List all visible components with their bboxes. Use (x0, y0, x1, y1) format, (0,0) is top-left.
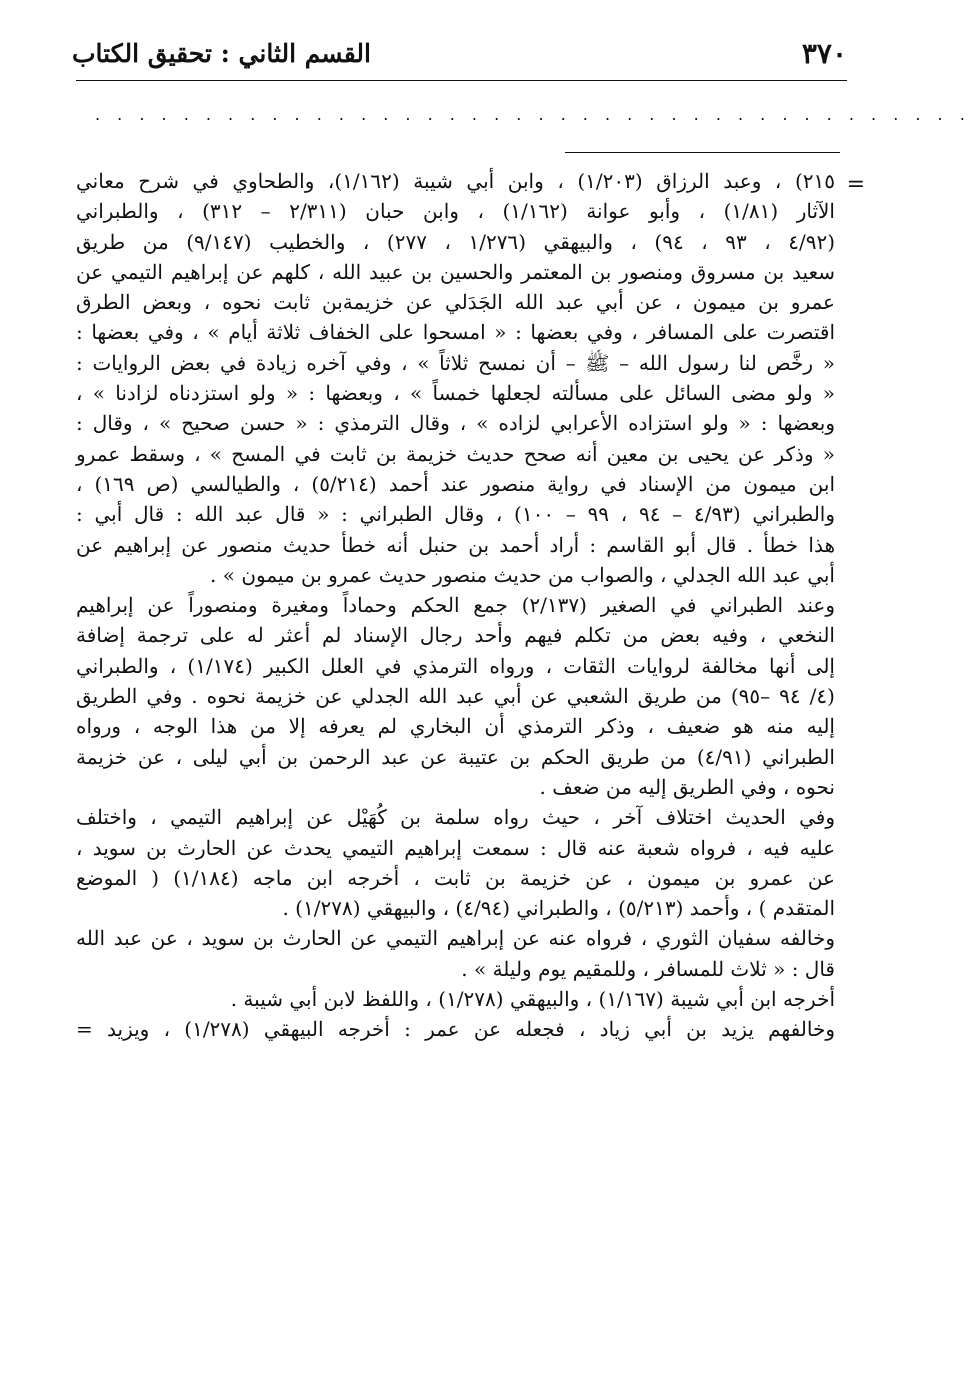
text-line: ٢١٥) ، وعبد الرزاق (١/٢٠٣) ، وابن أبي شيبة (١/١٦٢)، والطحاوي في شرح معاني (76, 169, 835, 193)
text-line: ابن ميمون من الإسناد في رواية منصور عند أحمد (٥/٢١٤) ، والطيالسي (ص ١٦٩) ، (76, 471, 835, 496)
text-line: وخالفه سفيان الثوري ، فرواه عنه عن إبراهيم التيمي عن الحارث بن سويد ، عن عبد الله (76, 926, 835, 951)
running-title: القسم الثاني : تحقيق الكتاب (72, 38, 371, 68)
text-line: سعيد بن مسروق ومنصور بن المعتمر والحسين بن عبيد الله ، كلهم عن إبراهيم التيمي عن (76, 259, 835, 284)
text-line: إلى أنها مخالفة لروايات الثقات ، ورواه الترمذي في العلل الكبير (١/١٧٤) ، والطبراني (76, 653, 835, 678)
page-header (72, 30, 847, 76)
text-line: (٤/٩٢ ، ٩٣ ، ٩٤) ، والبيهقي (١/٢٧٦ ، ٢٧٧) ، والخطيب (٩/١٤٧) من طريق (76, 229, 836, 254)
page-number: ٣٧٠ (801, 36, 847, 70)
text-line: اقتصرت على المسافر ، وفي بعضها : « امسحوا على الخفاف ثلاثة أيام » ، وفي بعضها : (76, 320, 835, 345)
text-line: « ولو مضى السائل على مسألته لجعلها خمساً » ، وبعضها : « ولو استزدناه لزادنا » ، (76, 381, 835, 406)
footnote-rule (565, 152, 840, 153)
text-line: أبي عبد الله الجدلي ، والصواب من حديث منصور حديث عمرو بن ميمون » . (210, 562, 835, 587)
text-line: إليه منه هو ضعيف ، وذكر الترمذي أن البخاري لم يعرفه إلا من هذا الوجه ، ورواه (76, 714, 835, 739)
continuation-mark: = (846, 172, 865, 197)
header-rule (76, 80, 847, 81)
text-line: نحوه ، وفي الطريق إليه من ضعف . (539, 774, 835, 799)
text-line: وعند الطبراني في الصغير (٢/١٣٧) جمع الحكم وحماداً ومغيرة ومنصوراً عن إبراهيم (76, 593, 835, 618)
text-line: عمرو بن ميمون ، عن أبي عبد الله الجَدَلي عن خزيمةبن ثابت نحوه ، وبعض الطرق (76, 290, 835, 315)
text-line: قال : « ثلاث للمسافر ، وللمقيم يوم وليلة » . (461, 956, 835, 981)
text-line: وفي الحديث اختلاف آخر ، حيث رواه سلمة بن كُهَيْل عن إبراهيم التيمي ، واختلف (76, 805, 835, 830)
text-line: أخرجه ابن أبي شيبة (١/١٦٧) ، والبيهقي (١/٢٧٨) ، واللفظ لابن أبي شيبة . (230, 987, 835, 1012)
text-line: عليه فيه ، فرواه شعبة عنه قال : سمعت إبراهيم التيمي يحدث عن الحارث بن سويد ، (76, 835, 835, 860)
text-line: الآثار (١/٨١) ، وأبو عوانة (١/١٦٢) ، وابن حبان (٢/٣١١ – ٣١٢) ، والطبراني (76, 199, 835, 224)
footnote-text (76, 166, 835, 1246)
text-line: (٤/ ٩٤ –٩٥) من طريق الشعبي عن أبي عبد الله الجدلي عن خزيمة نحوه . وفي الطريق (76, 684, 835, 709)
text-line: وبعضها : « ولو استزاده الأعرابي لزاده » ، وقال الترمذي : « حسن صحيح » ، وقال : (76, 411, 835, 436)
text-line: هذا خطأ . قال أبو القاسم : أراد أحمد بن حنبل أنه خطأ حديث منصور عن إبراهيم عن (76, 532, 835, 557)
text-line: « رخَّص لنا رسول الله – ﷺ – أن نمسح ثلاثاً » ، وفي آخره زيادة في بعض الروايات : (76, 350, 835, 375)
text-line: الطبراني (٤/٩١) من طريق الحكم بن عتيبة عن عبد الرحمن بن أبي ليلى ، عن خزيمة (76, 744, 835, 769)
text-line: المتقدم ) ، وأحمد (٥/٢١٣) ، والطبراني (٤/٩٤) ، والبيهقي (١/٢٧٨) . (282, 896, 835, 921)
separator-dots: . . . . . . . . . . . . . . . . . . . . . . . . . . . . . . . . . . . . . . . . (95, 105, 971, 124)
text-line: وخالفهم يزيد بن أبي زياد ، فجعله عن عمر : أخرجه البيهقي (١/٢٧٨) ، ويزيد = (76, 1017, 835, 1042)
text-line: « وذكر عن يحيى بن معين أنه صحح حديث خزيمة بن ثابت في المسح » ، وسقط عمرو (76, 441, 835, 466)
text-line: عن عمرو بن ميمون ، عن خزيمة بن ثابت ، أخرجه ابن ماجه (١/١٨٤) ( الموضع (76, 865, 835, 890)
text-line: والطبراني (٤/٩٣ – ٩٤ ، ٩٩ – ١٠٠) ، وقال الطبراني : « قال عبد الله : قال أبي : (76, 502, 836, 527)
text-line: النخعي ، وفيه بعض من تكلم فيهم وأحد رجال الإسناد لم أعثر له على ترجمة إضافة (76, 623, 835, 648)
